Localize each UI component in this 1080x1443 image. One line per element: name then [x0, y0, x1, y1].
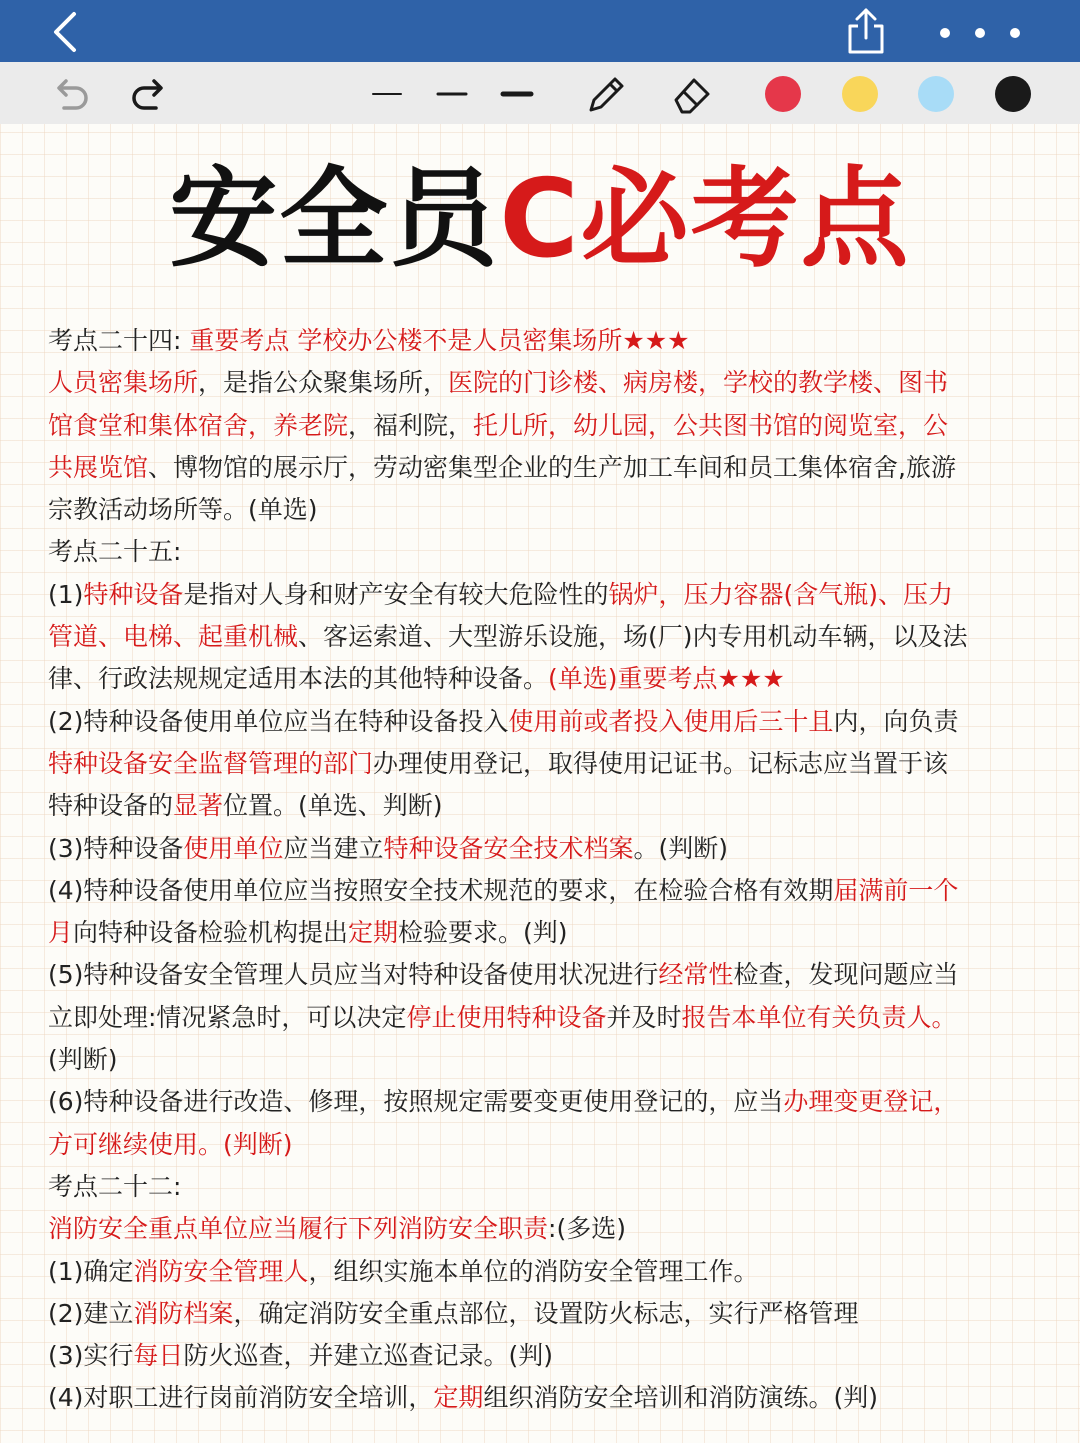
highlight-text: 每日	[133, 1341, 184, 1371]
body-text: 办理使用登记，取得使用记证书。记标志应当置于该	[373, 748, 949, 778]
page-title	[0, 157, 1080, 282]
note-line	[48, 1081, 1038, 1123]
body-text: 向特种设备检验机构提出	[73, 918, 349, 948]
color-swatch-light-blue[interactable]	[918, 76, 954, 112]
note-line	[48, 489, 1038, 531]
highlight-text: 届满前一个	[833, 875, 959, 905]
note-line	[48, 447, 1038, 489]
note-line	[48, 574, 1038, 616]
redo-icon[interactable]	[130, 76, 170, 112]
pencil-icon[interactable]	[585, 72, 629, 116]
body-text: (2)特种设备使用单位应当在特种设备投入	[48, 706, 509, 736]
highlight-text: 人员密集场所	[48, 368, 199, 398]
highlight-text: 定期	[433, 1383, 484, 1413]
undo-icon[interactable]	[50, 76, 90, 112]
note-line	[48, 362, 1038, 404]
highlight-text: 报告本单位有关负责人。	[681, 1002, 957, 1032]
highlight-text: 特种设备安全技术档案	[383, 833, 634, 863]
body-text: 组织消防安全培训和消防演练。(判)	[483, 1383, 878, 1413]
body-text: (1)	[48, 579, 84, 609]
stroke-medium-icon[interactable]	[435, 82, 469, 106]
body-text: (3)特种设备	[48, 833, 184, 863]
note-line	[48, 405, 1038, 447]
highlight-text: 月	[48, 918, 74, 948]
body-text: 立即处理:情况紧急时，可以决定	[48, 1002, 407, 1032]
body-text: 、客运索道、大型游乐设施，场(厂)内专用机动车辆，以及法	[298, 622, 968, 652]
body-text: 是指对人身和财产安全有较大危险性的	[183, 579, 609, 609]
highlight-text: 使用单位	[183, 833, 284, 863]
note-line	[48, 1377, 1038, 1419]
note-line	[48, 616, 1038, 658]
body-text: 检验要求。(判)	[398, 918, 568, 948]
note-line	[48, 785, 1038, 827]
highlight-text: 特种设备	[83, 579, 184, 609]
highlight-text: 显著	[173, 791, 224, 821]
body-text: 特种设备的	[48, 791, 174, 821]
highlight-text: 托儿所，幼儿园，公共图书馆的阅览室，公	[473, 410, 949, 440]
color-swatch-red[interactable]	[765, 76, 801, 112]
body-text: 考点二十二:	[48, 1171, 182, 1201]
note-line	[48, 1208, 1038, 1250]
body-text: 宗教活动场所等。(单选)	[48, 495, 318, 525]
body-text: 应当建立	[283, 833, 384, 863]
chevron-left-icon[interactable]	[44, 10, 88, 54]
note-line	[48, 1335, 1038, 1377]
color-swatch-yellow[interactable]	[842, 76, 878, 112]
highlight-text: 办理变更登记，	[783, 1087, 959, 1117]
highlight-text: 重要考点 学校办公楼不是人员密集场所★★★	[189, 326, 690, 355]
eraser-icon[interactable]	[670, 72, 714, 116]
highlight-text: 馆食堂和集体宿舍，养老院	[48, 410, 349, 440]
highlight-text: 定期	[348, 918, 399, 948]
stroke-thin-icon[interactable]	[370, 82, 404, 106]
body-text: (6)特种设备进行改造、修理，按照规定需要变更使用登记的，应当	[48, 1087, 784, 1117]
note-line	[48, 743, 1038, 785]
top-bar	[0, 0, 1080, 62]
highlight-text: 锅炉，压力容器(含气瓶)、压力	[608, 579, 953, 609]
body-text: (3)实行	[48, 1341, 134, 1371]
note-line	[48, 320, 1038, 362]
note-line	[48, 531, 1038, 573]
highlight-text: 经常性	[658, 960, 734, 990]
drawing-toolbar	[0, 62, 1080, 124]
note-line	[48, 870, 1038, 912]
body-text: ，福利院，	[348, 410, 474, 440]
body-text: (1)确定	[48, 1256, 134, 1286]
note-line	[48, 912, 1038, 954]
note-line	[48, 954, 1038, 996]
highlight-text: 医院的门诊楼、病房楼，学校的教学楼、图书	[448, 368, 949, 398]
color-swatch-black[interactable]	[995, 76, 1031, 112]
highlight-text: 消防安全重点单位应当履行下列消防安全职责	[48, 1214, 549, 1244]
note-line	[48, 701, 1038, 743]
body-text: 。(判断)	[633, 833, 728, 863]
highlight-text: 方可继续使用。(判断)	[48, 1129, 293, 1159]
share-icon[interactable]	[842, 6, 890, 56]
note-line	[48, 658, 1038, 700]
note-line	[48, 1039, 1038, 1081]
body-text: 检查，发现问题应当	[733, 960, 959, 990]
note-line	[48, 997, 1038, 1039]
more-dots-icon[interactable]	[935, 18, 1031, 48]
highlight-text: 管道、电梯、起重机械	[48, 622, 299, 652]
body-text: (判断)	[48, 1045, 118, 1075]
note-line	[48, 1124, 1038, 1166]
highlight-text: 使用前或者投入使用后三十且	[508, 706, 834, 736]
body-text: 、博物馆的展示厅，劳动密集型企业的生产加工车间和员工集体宿舍,旅游	[148, 452, 956, 482]
note-line	[48, 828, 1038, 870]
body-text: 并及时	[606, 1002, 682, 1032]
body-text: 律、行政法规规定适用本法的其他特种设备。	[48, 664, 549, 694]
body-text: 考点二十四:	[48, 326, 190, 355]
body-text: (4)对职工进行岗前消防安全培训，	[48, 1383, 434, 1413]
highlight-text: 共展览馆	[48, 452, 149, 482]
body-text: 内，向负责	[833, 706, 959, 736]
body-text: :(多选)	[548, 1214, 626, 1244]
body-text: (5)特种设备安全管理人员应当对特种设备使用状况进行	[48, 960, 659, 990]
highlight-text: 停止使用特种设备	[406, 1002, 607, 1032]
title-part-black: 安全员	[169, 157, 500, 282]
body-text: (2)建立	[48, 1298, 134, 1328]
note-line	[48, 1251, 1038, 1293]
highlight-text: 特种设备安全监督管理的部门	[48, 748, 374, 778]
highlight-text: (单选)重要考点★★★	[548, 664, 785, 694]
body-text: 位置。(单选、判断)	[223, 791, 443, 821]
highlight-text: 消防档案	[133, 1298, 234, 1328]
body-text: ，是指公众聚集场所，	[198, 368, 449, 398]
body-text: (4)特种设备使用单位应当按照安全技术规范的要求，在检验合格有效期	[48, 875, 834, 905]
notes-content	[48, 320, 1038, 1420]
title-part-red: C必考点	[499, 157, 911, 282]
body-text: 考点二十五:	[48, 537, 182, 567]
highlight-text: 消防安全管理人	[133, 1256, 309, 1286]
note-line	[48, 1166, 1038, 1208]
stroke-thick-icon[interactable]	[500, 82, 534, 106]
body-text: ，组织实施本单位的消防安全管理工作。	[308, 1256, 759, 1286]
body-text: ，确定消防安全重点部位，设置防火标志，实行严格管理	[233, 1298, 859, 1328]
body-text: 防火巡查，并建立巡查记录。(判)	[183, 1341, 553, 1371]
note-line	[48, 1293, 1038, 1335]
